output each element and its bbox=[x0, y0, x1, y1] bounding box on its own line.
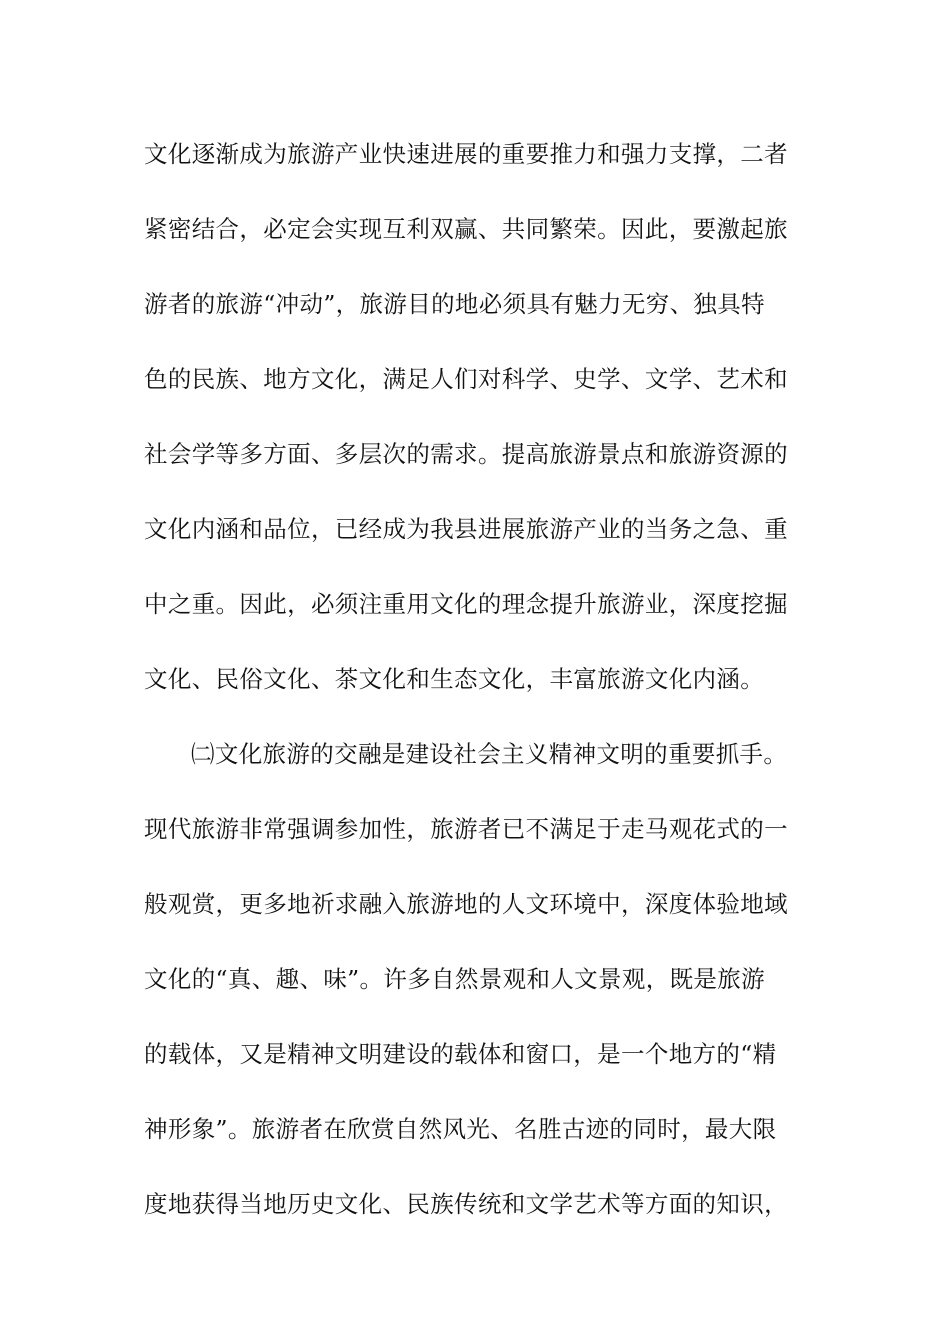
text-line: 度地获得当地历史文化、民族传统和文学艺术等方面的知识， bbox=[144, 1190, 788, 1218]
text-line: 般观赏，更多地祈求融入旅游地的人文环境中，深度体验地域 bbox=[144, 890, 788, 918]
text-line: 文化、民俗文化、茶文化和生态文化，丰富旅游文化内涵。 bbox=[144, 665, 765, 693]
text-line: 色的民族、地方文化，满足人们对科学、史学、文学、艺术和 bbox=[144, 365, 788, 393]
text-line: 紧密结合，必定会实现互利双赢、共同繁荣。因此，要激起旅 bbox=[144, 215, 788, 243]
text-line: 社会学等多方面、多层次的需求。提高旅游景点和旅游资源的 bbox=[144, 440, 788, 468]
text-line: 文化内涵和品位，已经成为我县进展旅游产业的当务之急、重 bbox=[144, 515, 788, 543]
text-line: 神形象”。旅游者在欣赏自然风光、名胜古迹的同时，最大限 bbox=[144, 1115, 777, 1143]
text-line: 中之重。因此，必须注重用文化的理念提升旅游业，深度挖掘 bbox=[144, 590, 788, 618]
text-line: 文化逐渐成为旅游产业快速进展的重要推力和强力支撑，二者 bbox=[144, 140, 788, 168]
section-heading-line: ㈡文化旅游的交融是建设社会主义精神文明的重要抓手。 bbox=[191, 740, 788, 768]
body-text bbox=[144, 131, 810, 1256]
text-line: 的载体，又是精神文明建设的载体和窗口，是一个地方的“精 bbox=[144, 1040, 777, 1068]
text-line: 游者的旅游“冲动”，旅游目的地必须具有魅力无穷、独具特 bbox=[144, 290, 765, 318]
text-line: 现代旅游非常强调参加性，旅游者已不满足于走马观花式的一 bbox=[144, 815, 788, 843]
text-line: 文化的“真、趣、味”。许多自然景观和人文景观，既是旅游 bbox=[144, 965, 765, 993]
